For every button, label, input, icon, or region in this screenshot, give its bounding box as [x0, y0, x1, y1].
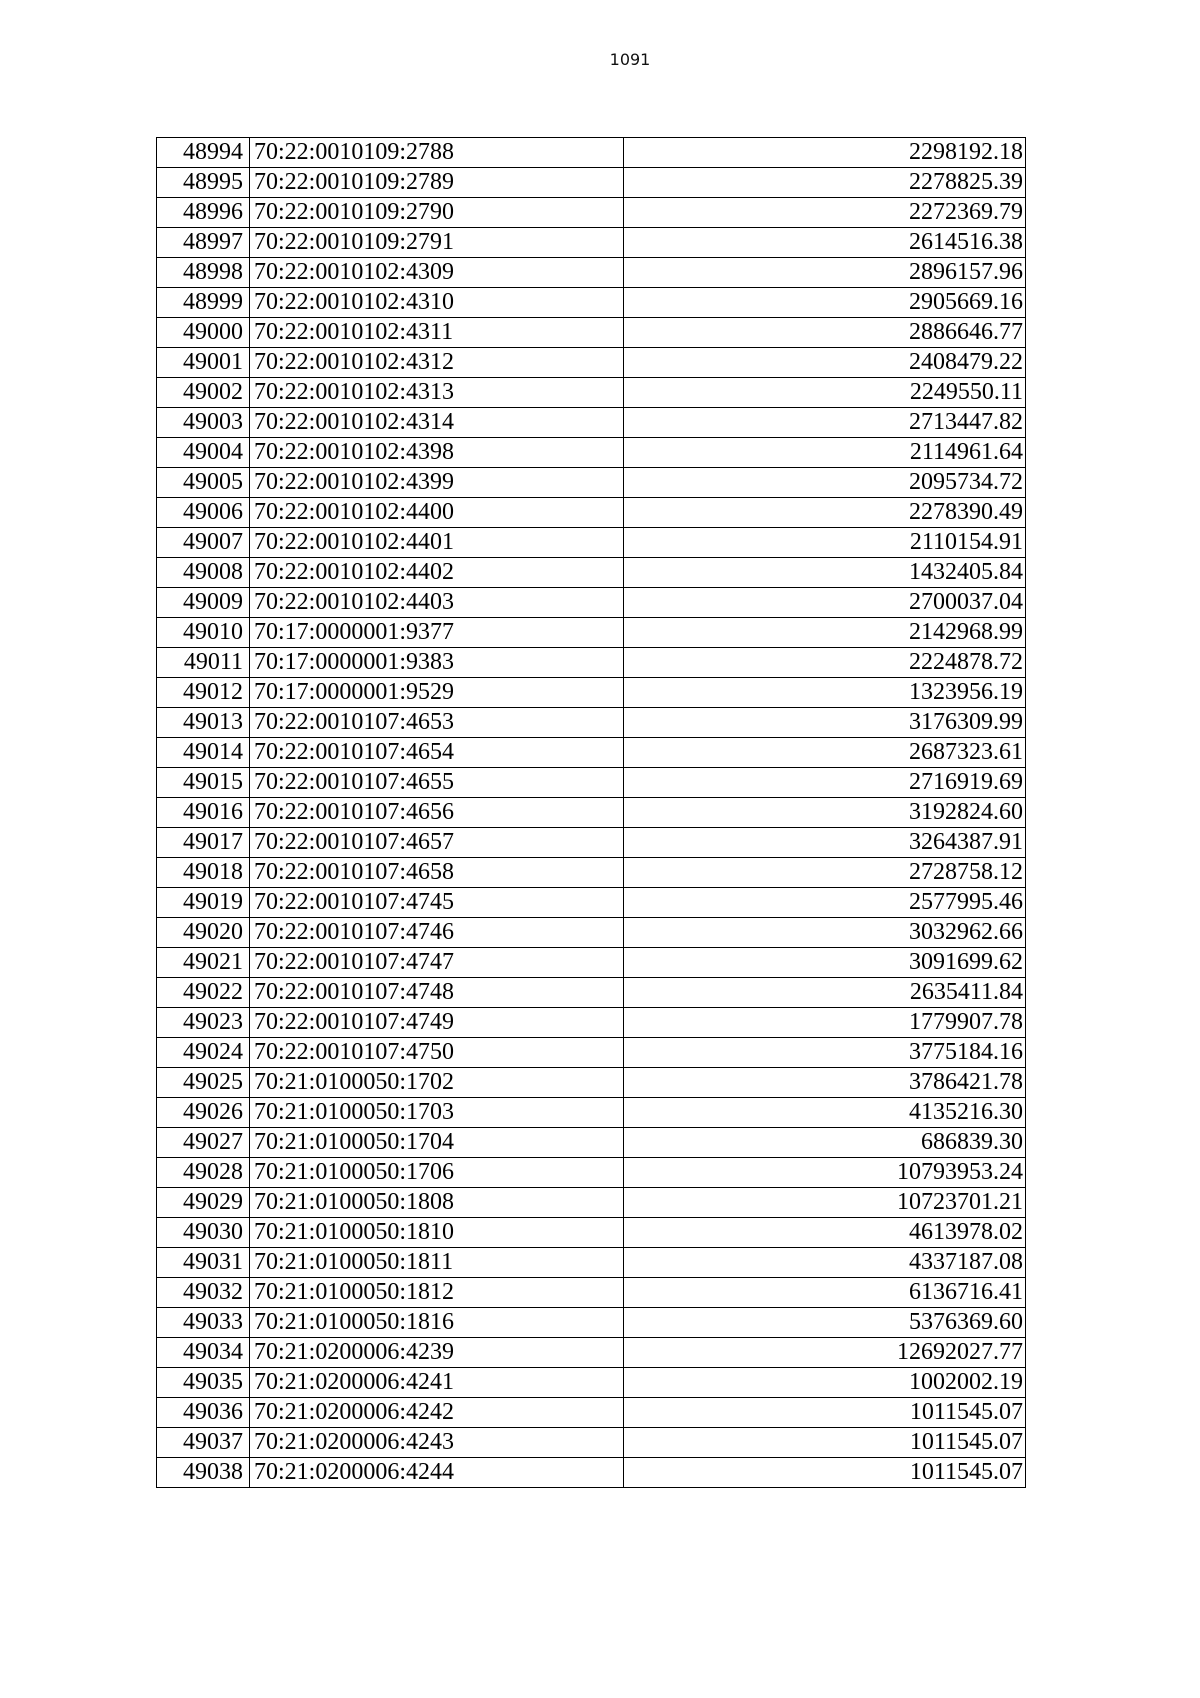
- cadastral-number-cell: 70:17:0000001:9529: [250, 678, 624, 708]
- row-number-cell: 49000: [157, 318, 250, 348]
- cadastral-value-cell: 2278825.39: [624, 168, 1026, 198]
- row-number-cell: 49004: [157, 438, 250, 468]
- cadastral-value-cell: 2635411.84: [624, 978, 1026, 1008]
- cadastral-number-cell: 70:22:0010107:4747: [250, 948, 624, 978]
- row-number-cell: 49028: [157, 1158, 250, 1188]
- cadastral-value-cell: 2577995.46: [624, 888, 1026, 918]
- cadastral-value-cell: 3786421.78: [624, 1068, 1026, 1098]
- cadastral-number-cell: 70:22:0010102:4313: [250, 378, 624, 408]
- table-row: [157, 1038, 1026, 1068]
- cadastral-value-cell: 2728758.12: [624, 858, 1026, 888]
- row-number-cell: 49027: [157, 1128, 250, 1158]
- cadastral-number-cell: 70:21:0100050:1816: [250, 1308, 624, 1338]
- row-number-cell: 49024: [157, 1038, 250, 1068]
- row-number-cell: 49014: [157, 738, 250, 768]
- table-row: [157, 1398, 1026, 1428]
- cadastral-number-cell: 70:22:0010109:2791: [250, 228, 624, 258]
- table-row: [157, 918, 1026, 948]
- cadastral-value-cell: 1011545.07: [624, 1428, 1026, 1458]
- cadastral-value-cell: 2110154.91: [624, 528, 1026, 558]
- cadastral-number-cell: 70:21:0100050:1706: [250, 1158, 624, 1188]
- page-number: 1091: [609, 50, 651, 69]
- table-row: [157, 648, 1026, 678]
- row-number-cell: 49003: [157, 408, 250, 438]
- row-number-cell: 49023: [157, 1008, 250, 1038]
- table-row: [157, 588, 1026, 618]
- cadastral-value-cell: 10723701.21: [624, 1188, 1026, 1218]
- cadastral-number-cell: 70:22:0010109:2790: [250, 198, 624, 228]
- table-row: [157, 288, 1026, 318]
- table-row: [157, 948, 1026, 978]
- row-number-cell: 49013: [157, 708, 250, 738]
- row-number-cell: 49010: [157, 618, 250, 648]
- row-number-cell: 48996: [157, 198, 250, 228]
- cadastral-number-cell: 70:22:0010102:4402: [250, 558, 624, 588]
- row-number-cell: 48999: [157, 288, 250, 318]
- cadastral-value-cell: 2687323.61: [624, 738, 1026, 768]
- cadastral-number-cell: 70:22:0010107:4653: [250, 708, 624, 738]
- row-number-cell: 49025: [157, 1068, 250, 1098]
- row-number-cell: 48994: [157, 138, 250, 168]
- row-number-cell: 49035: [157, 1368, 250, 1398]
- row-number-cell: 49015: [157, 768, 250, 798]
- cadastral-value-cell: 1779907.78: [624, 1008, 1026, 1038]
- cadastral-number-cell: 70:22:0010102:4398: [250, 438, 624, 468]
- table-row: [157, 228, 1026, 258]
- row-number-cell: 49034: [157, 1338, 250, 1368]
- cadastral-number-cell: 70:21:0100050:1808: [250, 1188, 624, 1218]
- cadastral-number-cell: 70:21:0100050:1704: [250, 1128, 624, 1158]
- table-row: [157, 1008, 1026, 1038]
- cadastral-value-cell: 2408479.22: [624, 348, 1026, 378]
- cadastral-value-cell: 2713447.82: [624, 408, 1026, 438]
- cadastral-value-table: [156, 137, 1026, 1488]
- cadastral-number-cell: 70:21:0100050:1810: [250, 1218, 624, 1248]
- row-number-cell: 49029: [157, 1188, 250, 1218]
- table-row: [157, 468, 1026, 498]
- table-row: [157, 168, 1026, 198]
- table-row: [157, 558, 1026, 588]
- cadastral-value-cell: 2142968.99: [624, 618, 1026, 648]
- cadastral-value-cell: 2896157.96: [624, 258, 1026, 288]
- cadastral-number-cell: 70:22:0010107:4746: [250, 918, 624, 948]
- table-row: [157, 1128, 1026, 1158]
- cadastral-value-cell: 2700037.04: [624, 588, 1026, 618]
- cadastral-value-cell: 1432405.84: [624, 558, 1026, 588]
- row-number-cell: 49007: [157, 528, 250, 558]
- cadastral-number-cell: 70:22:0010102:4399: [250, 468, 624, 498]
- table-row: [157, 408, 1026, 438]
- row-number-cell: 49006: [157, 498, 250, 528]
- cadastral-number-cell: 70:22:0010107:4656: [250, 798, 624, 828]
- row-number-cell: 49016: [157, 798, 250, 828]
- cadastral-number-cell: 70:21:0100050:1702: [250, 1068, 624, 1098]
- cadastral-value-cell: 1011545.07: [624, 1398, 1026, 1428]
- cadastral-value-cell: 3264387.91: [624, 828, 1026, 858]
- cadastral-number-cell: 70:21:0200006:4241: [250, 1368, 624, 1398]
- cadastral-value-cell: 2224878.72: [624, 648, 1026, 678]
- row-number-cell: 49011: [157, 648, 250, 678]
- cadastral-value-cell: 1323956.19: [624, 678, 1026, 708]
- cadastral-number-cell: 70:21:0200006:4242: [250, 1398, 624, 1428]
- cadastral-value-cell: 3176309.99: [624, 708, 1026, 738]
- row-number-cell: 48995: [157, 168, 250, 198]
- row-number-cell: 49020: [157, 918, 250, 948]
- table-row: [157, 1278, 1026, 1308]
- cadastral-value-cell: 4337187.08: [624, 1248, 1026, 1278]
- cadastral-value-cell: 1002002.19: [624, 1368, 1026, 1398]
- cadastral-number-cell: 70:21:0100050:1703: [250, 1098, 624, 1128]
- cadastral-value-cell: 6136716.41: [624, 1278, 1026, 1308]
- cadastral-number-cell: 70:22:0010102:4310: [250, 288, 624, 318]
- cadastral-number-cell: 70:17:0000001:9377: [250, 618, 624, 648]
- cadastral-number-cell: 70:22:0010102:4400: [250, 498, 624, 528]
- cadastral-number-cell: 70:22:0010109:2788: [250, 138, 624, 168]
- table-row: [157, 1098, 1026, 1128]
- cadastral-value-cell: 2716919.69: [624, 768, 1026, 798]
- table-row: [157, 888, 1026, 918]
- cadastral-value-cell: 1011545.07: [624, 1458, 1026, 1488]
- table-row: [157, 258, 1026, 288]
- table-row: [157, 528, 1026, 558]
- row-number-cell: 49033: [157, 1308, 250, 1338]
- table-row: [157, 678, 1026, 708]
- cadastral-value-cell: 2614516.38: [624, 228, 1026, 258]
- table-row: [157, 1458, 1026, 1488]
- row-number-cell: 49032: [157, 1278, 250, 1308]
- cadastral-value-cell: 3192824.60: [624, 798, 1026, 828]
- row-number-cell: 49021: [157, 948, 250, 978]
- cadastral-number-cell: 70:22:0010109:2789: [250, 168, 624, 198]
- cadastral-number-cell: 70:22:0010107:4748: [250, 978, 624, 1008]
- cadastral-number-cell: 70:22:0010107:4658: [250, 858, 624, 888]
- table-row: [157, 978, 1026, 1008]
- table-row: [157, 618, 1026, 648]
- table-row: [157, 318, 1026, 348]
- table-row: [157, 348, 1026, 378]
- row-number-cell: 49001: [157, 348, 250, 378]
- table-row: [157, 378, 1026, 408]
- row-number-cell: 49026: [157, 1098, 250, 1128]
- cadastral-value-cell: 5376369.60: [624, 1308, 1026, 1338]
- table-row: [157, 708, 1026, 738]
- table-row: [157, 1158, 1026, 1188]
- cadastral-value-cell: 2886646.77: [624, 318, 1026, 348]
- row-number-cell: 49018: [157, 858, 250, 888]
- cadastral-value-cell: 2114961.64: [624, 438, 1026, 468]
- cadastral-number-cell: 70:17:0000001:9383: [250, 648, 624, 678]
- table-row: [157, 1368, 1026, 1398]
- row-number-cell: 49002: [157, 378, 250, 408]
- cadastral-number-cell: 70:22:0010107:4750: [250, 1038, 624, 1068]
- table-row: [157, 1428, 1026, 1458]
- table-row: [157, 738, 1026, 768]
- row-number-cell: 49005: [157, 468, 250, 498]
- cadastral-number-cell: 70:21:0200006:4243: [250, 1428, 624, 1458]
- cadastral-number-cell: 70:21:0100050:1812: [250, 1278, 624, 1308]
- cadastral-number-cell: 70:22:0010107:4654: [250, 738, 624, 768]
- table-row: [157, 1338, 1026, 1368]
- cadastral-number-cell: 70:21:0200006:4244: [250, 1458, 624, 1488]
- row-number-cell: 49036: [157, 1398, 250, 1428]
- table-row: [157, 1188, 1026, 1218]
- table-row: [157, 138, 1026, 168]
- cadastral-number-cell: 70:22:0010107:4657: [250, 828, 624, 858]
- cadastral-value-cell: 4613978.02: [624, 1218, 1026, 1248]
- row-number-cell: 49031: [157, 1248, 250, 1278]
- cadastral-number-cell: 70:22:0010107:4745: [250, 888, 624, 918]
- table-row: [157, 198, 1026, 228]
- cadastral-value-cell: 2905669.16: [624, 288, 1026, 318]
- cadastral-value-cell: 3775184.16: [624, 1038, 1026, 1068]
- row-number-cell: 49012: [157, 678, 250, 708]
- cadastral-value-cell: 2278390.49: [624, 498, 1026, 528]
- cadastral-number-cell: 70:22:0010107:4749: [250, 1008, 624, 1038]
- table-row: [157, 1068, 1026, 1098]
- row-number-cell: 49008: [157, 558, 250, 588]
- table-row: [157, 798, 1026, 828]
- cadastral-number-cell: 70:22:0010107:4655: [250, 768, 624, 798]
- cadastral-value-cell: 3032962.66: [624, 918, 1026, 948]
- table-row: [157, 828, 1026, 858]
- cadastral-number-cell: 70:22:0010102:4403: [250, 588, 624, 618]
- table-row: [157, 1308, 1026, 1338]
- cadastral-number-cell: 70:22:0010102:4401: [250, 528, 624, 558]
- cadastral-number-cell: 70:22:0010102:4312: [250, 348, 624, 378]
- cadastral-value-cell: 2272369.79: [624, 198, 1026, 228]
- table-row: [157, 498, 1026, 528]
- cadastral-value-cell: 2298192.18: [624, 138, 1026, 168]
- row-number-cell: 49037: [157, 1428, 250, 1458]
- cadastral-value-cell: 2249550.11: [624, 378, 1026, 408]
- cadastral-value-cell: 2095734.72: [624, 468, 1026, 498]
- cadastral-number-cell: 70:22:0010102:4311: [250, 318, 624, 348]
- cadastral-value-cell: 10793953.24: [624, 1158, 1026, 1188]
- row-number-cell: 49030: [157, 1218, 250, 1248]
- row-number-cell: 49038: [157, 1458, 250, 1488]
- cadastral-value-cell: 12692027.77: [624, 1338, 1026, 1368]
- table-row: [157, 1218, 1026, 1248]
- cadastral-number-cell: 70:22:0010102:4314: [250, 408, 624, 438]
- row-number-cell: 49019: [157, 888, 250, 918]
- row-number-cell: 49017: [157, 828, 250, 858]
- table-row: [157, 768, 1026, 798]
- table-row: [157, 858, 1026, 888]
- row-number-cell: 49022: [157, 978, 250, 1008]
- cadastral-number-cell: 70:21:0200006:4239: [250, 1338, 624, 1368]
- table-body: [157, 138, 1026, 1488]
- row-number-cell: 49009: [157, 588, 250, 618]
- cadastral-number-cell: 70:21:0100050:1811: [250, 1248, 624, 1278]
- cadastral-value-cell: 3091699.62: [624, 948, 1026, 978]
- row-number-cell: 48998: [157, 258, 250, 288]
- cadastral-value-cell: 686839.30: [624, 1128, 1026, 1158]
- row-number-cell: 48997: [157, 228, 250, 258]
- cadastral-value-cell: 4135216.30: [624, 1098, 1026, 1128]
- table-row: [157, 438, 1026, 468]
- cadastral-number-cell: 70:22:0010102:4309: [250, 258, 624, 288]
- table-row: [157, 1248, 1026, 1278]
